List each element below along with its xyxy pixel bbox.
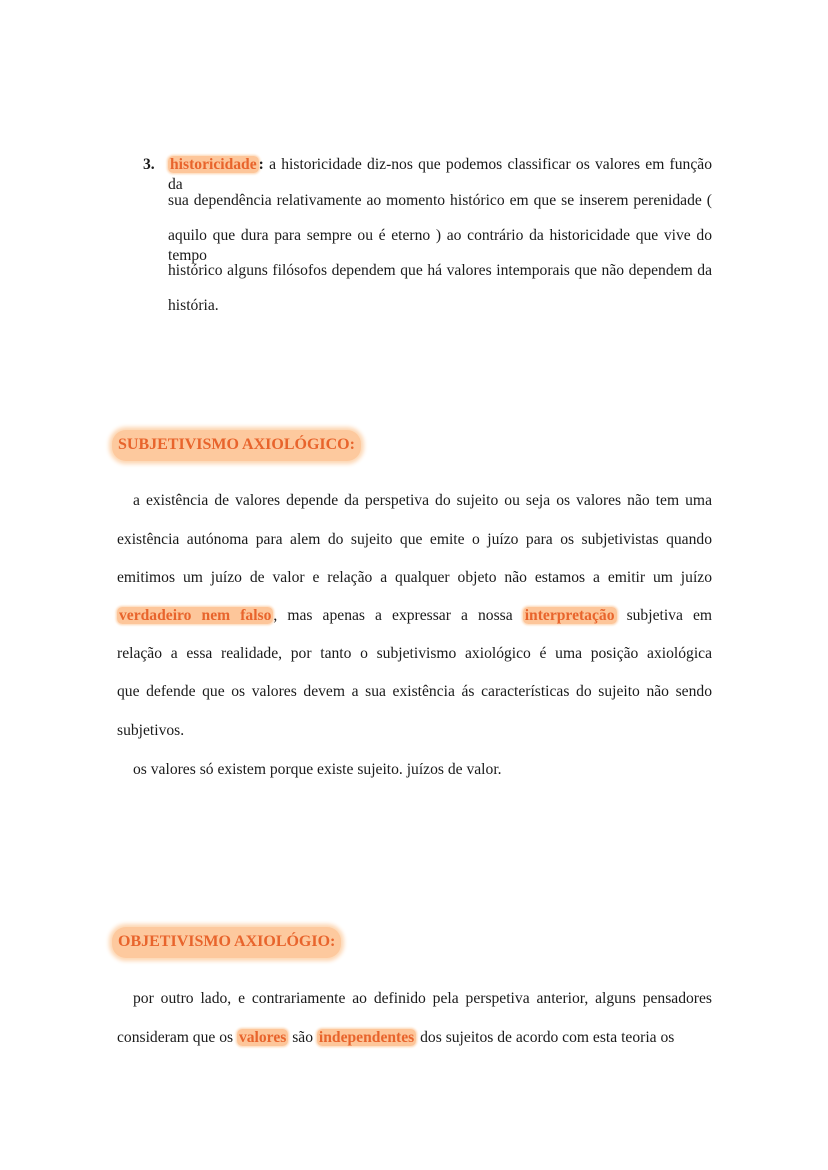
text-line: emitimos um juízo de valor e relação a qualquer objeto não estamos a emitir um juízo bbox=[117, 569, 712, 586]
text: dos sujeitos de acordo com esta teoria os bbox=[416, 1029, 675, 1046]
section-heading-objetivismo: OBJETIVISMO AXIOLÓGIO: bbox=[112, 927, 341, 958]
highlight-independentes: independentes bbox=[318, 1029, 415, 1046]
text-line: a existência de valores depende da perspetiva do sujeito ou seja os valores não tem uma bbox=[133, 492, 712, 509]
text-line: os valores só existem porque existe sujeito. juízos de valor. bbox=[133, 761, 502, 778]
colon: : bbox=[258, 156, 264, 173]
text-line: história. bbox=[168, 297, 219, 314]
text-line: relação a essa realidade, por tanto o subjetivismo axiológico é uma posição axiológica bbox=[117, 645, 712, 662]
text: , mas apenas a expressar a nossa bbox=[273, 607, 523, 624]
text: subjetiva em bbox=[616, 607, 712, 624]
highlight-valores: valores bbox=[238, 1029, 287, 1046]
text-line bbox=[117, 1028, 712, 1048]
text-line: subjetivos. bbox=[117, 722, 185, 739]
highlight-verdadeiro-nem-falso: verdadeiro nem falso bbox=[119, 607, 272, 624]
text: consideram que os bbox=[117, 1029, 237, 1046]
list-number: 3. bbox=[143, 156, 155, 173]
text-line bbox=[117, 606, 712, 626]
text: são bbox=[288, 1029, 317, 1046]
text: a historicidade diz-nos que podemos classificar os valores em função da bbox=[168, 156, 712, 193]
highlight-term: historicidade bbox=[170, 156, 257, 173]
text-line: que defende que os valores devem a sua existência ás características do sujeito não sendo bbox=[117, 683, 712, 700]
text-line bbox=[168, 155, 712, 195]
text-line: existência autónoma para alem do sujeito que emite o juízo para os subjetivistas quando bbox=[117, 531, 712, 548]
text-line: aquilo que dura para sempre ou é eterno ) ao contrário da historicidade que vive do tempo bbox=[168, 227, 712, 264]
highlight-interpretacao: interpretação bbox=[524, 607, 615, 624]
text-line: por outro lado, e contrariamente ao definido pela perspetiva anterior, alguns pensadores bbox=[133, 990, 712, 1007]
text-line: histórico alguns filósofos dependem que há valores intemporais que não dependem da bbox=[168, 262, 712, 279]
section-heading-subjetivismo: SUBJETIVISMO AXIOLÓGICO: bbox=[112, 430, 361, 461]
text-line: sua dependência relativamente ao momento histórico em que se inserem perenidade ( bbox=[168, 192, 712, 209]
